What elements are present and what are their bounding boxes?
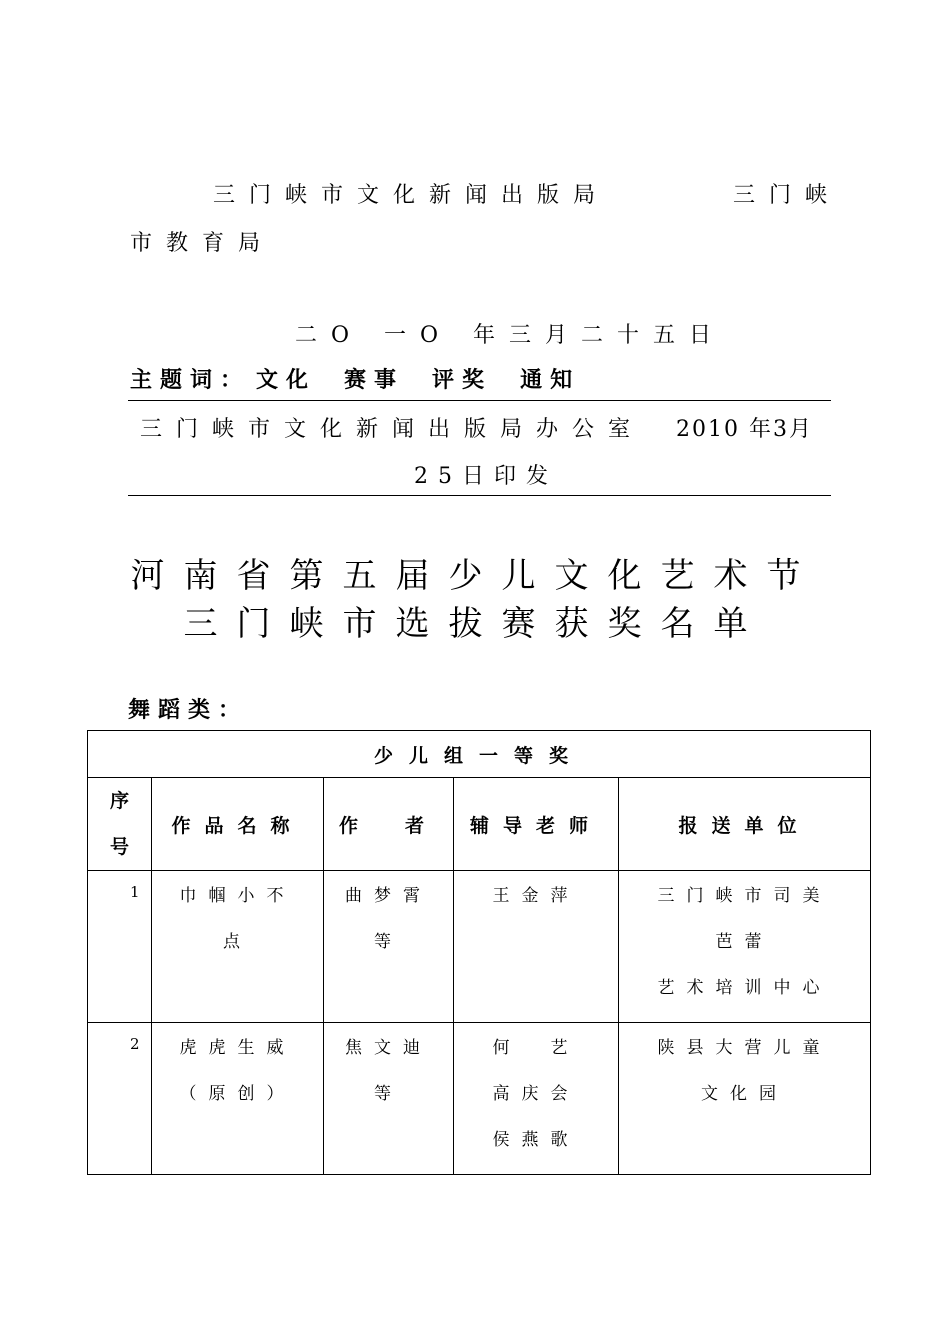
unit-line: 三门峡市司美 [657, 886, 832, 906]
keyword: 文化 [256, 367, 317, 393]
row-number: 1 [88, 871, 152, 1023]
header-seq [88, 778, 152, 871]
tutor-line: 侯燕歌 [492, 1130, 580, 1150]
print-date-part2: 25日印发 [414, 464, 558, 489]
author-line: 等 [374, 1084, 403, 1104]
tutor-line: 王金萍 [492, 886, 580, 906]
doc-title-line2: 三门峡市选拔赛获奖名单 [183, 604, 767, 644]
header-author: 作 者 [324, 778, 454, 871]
cell-work [152, 1023, 324, 1175]
cell-work [152, 871, 324, 1023]
table-header-row [88, 778, 871, 871]
issuer-left: 三门峡市文化新闻出版局 [213, 183, 610, 208]
work-line: 虎虎生威 [179, 1038, 296, 1058]
unit-line: 芭蕾 [715, 932, 774, 952]
author-line: 曲梦霄 [345, 886, 432, 906]
header-work: 作品名称 [152, 778, 324, 871]
keywords-line [130, 363, 580, 394]
row-number: 2 [88, 1023, 152, 1175]
work-line: （原创） [179, 1084, 296, 1104]
keyword: 通知 [520, 367, 581, 393]
issuer-right: 三门峡 [733, 183, 842, 208]
print-date-part1: 2010 年3月 [676, 417, 813, 442]
keyword: 评奖 [432, 367, 493, 393]
awards-table [87, 730, 871, 1175]
divider-bottom [128, 495, 831, 496]
unit-line: 文化园 [701, 1084, 788, 1104]
keyword: 赛事 [344, 367, 405, 393]
tutor-line: 高庆会 [492, 1084, 580, 1104]
issuer-wrap: 市教育局 [130, 231, 275, 256]
cell-unit [619, 1023, 871, 1175]
unit-line: 艺术培训中心 [657, 978, 832, 998]
header-seq-b: 号 [109, 836, 129, 858]
table-group-row [88, 731, 871, 778]
divider-top [128, 400, 831, 401]
cell-author [324, 871, 454, 1023]
keywords-label: 主题词： [130, 367, 251, 393]
work-line: 巾帼小不 [179, 886, 296, 906]
unit-line: 陕县大营儿童 [657, 1038, 832, 1058]
cell-tutor [454, 1023, 619, 1175]
work-line: 点 [223, 932, 252, 952]
header-seq-a: 序 [109, 790, 129, 812]
table-row [88, 1023, 871, 1175]
table-row [88, 871, 871, 1023]
cell-unit [619, 871, 871, 1023]
category-label: 舞蹈类： [128, 697, 249, 723]
author-line: 等 [374, 932, 403, 952]
print-office: 三门峡市文化新闻出版局办公室 [140, 417, 645, 442]
cell-tutor [454, 871, 619, 1023]
doc-title-line1: 河南省第五届少儿文化艺术节 [130, 556, 820, 596]
header-tutor: 辅导老师 [454, 778, 619, 871]
group-title: 少儿组一等奖 [88, 731, 871, 778]
tutor-line: 何 艺 [492, 1038, 580, 1058]
issue-date: 二O 一O 年三月二十五日 [295, 323, 726, 348]
author-line: 焦文迪 [345, 1038, 432, 1058]
cell-author [324, 1023, 454, 1175]
header-unit: 报送单位 [619, 778, 871, 871]
